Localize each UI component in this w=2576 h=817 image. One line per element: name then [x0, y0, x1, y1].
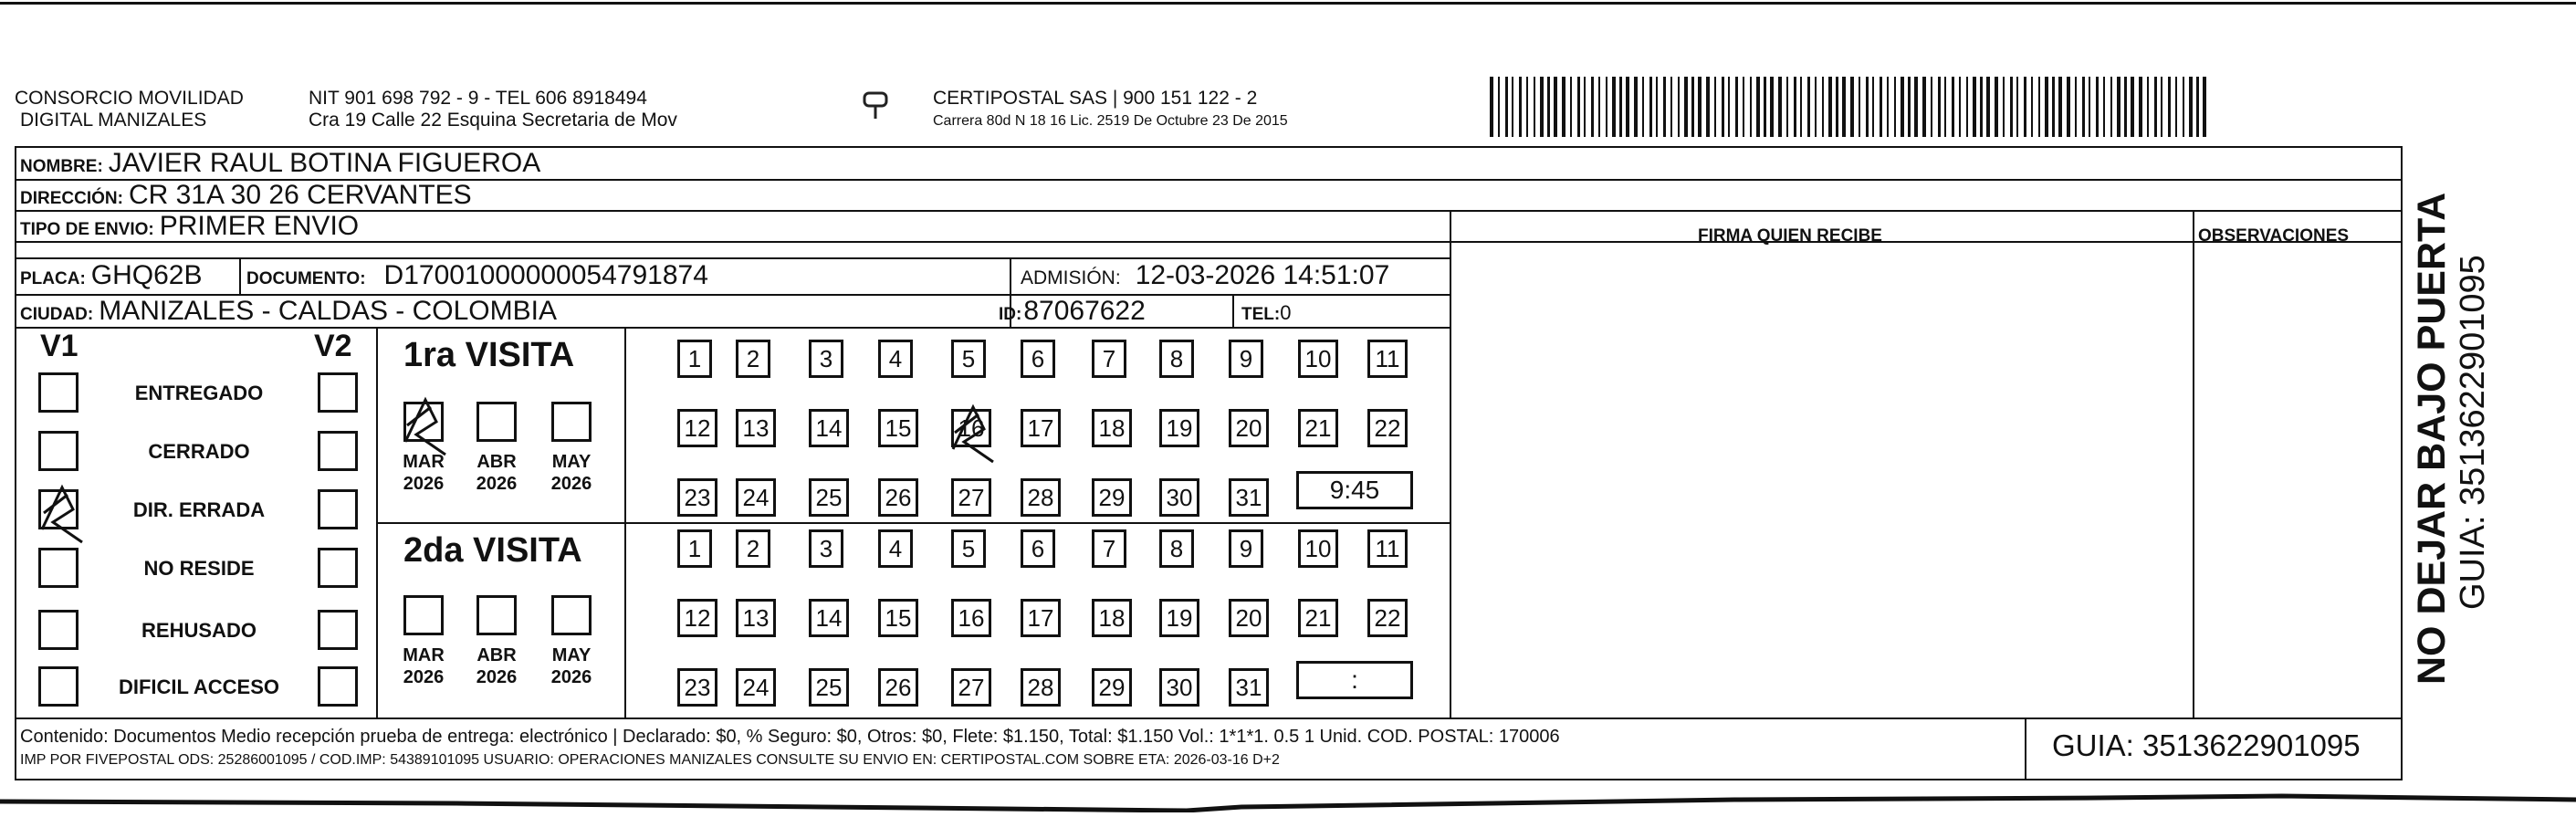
day-box[interactable]: 16 [951, 409, 991, 447]
day-box[interactable]: 14 [809, 409, 849, 447]
status-label: DIR. ERRADA [132, 498, 266, 521]
day-box[interactable]: 9 [1229, 529, 1263, 568]
placa-value: GHQ62B [90, 260, 203, 290]
nit-line: NIT 901 698 792 - 9 - TEL 606 8918494 [309, 88, 647, 109]
torn-edge [0, 787, 2576, 812]
day-box[interactable]: 6 [1021, 340, 1055, 378]
year-label: 2026 [550, 474, 592, 494]
day-box[interactable]: 2 [736, 529, 770, 568]
day-box[interactable]: 13 [736, 409, 776, 447]
day-box[interactable]: 3 [809, 529, 843, 568]
day-box[interactable]: 10 [1298, 340, 1338, 378]
courier-name: CERTIPOSTAL SAS | 900 151 122 - 2 [933, 88, 1258, 109]
day-box[interactable]: 5 [951, 340, 986, 378]
v1-checkbox[interactable] [38, 372, 79, 413]
month-checkbox[interactable] [403, 402, 444, 442]
row-line [15, 257, 1451, 259]
ciudad-label: CIUDAD: [20, 305, 94, 324]
direccion-label: DIRECCIÓN: [20, 189, 123, 208]
day-box[interactable]: 25 [809, 668, 849, 707]
side-warning: NO DEJAR BAJO PUERTA [2410, 192, 2454, 685]
firma-header: FIRMA QUIEN RECIBE [1698, 226, 1882, 246]
year-label: 2026 [403, 474, 445, 494]
status-label: NO RESIDE [143, 557, 255, 580]
tel-label: TEL: [1241, 305, 1281, 324]
footer-contenido: Contenido: Documentos Medio recepción prueba de entrega: electrónico | Declarado: $0, % Seguro: $0, Otros: $0, Flete: $1.150, Total: $1.150 Vol.: 1*1*1. 0.5 1 Unid. COD. POSTAL: 170006 [20, 727, 1560, 747]
month-label: MAY [551, 452, 592, 472]
month-label: MAR [403, 452, 445, 472]
status-label: CERRADO [148, 440, 250, 463]
nombre-row [20, 148, 540, 179]
month-checkbox[interactable] [551, 402, 592, 442]
day-box[interactable]: 23 [677, 478, 717, 517]
day-box[interactable]: 6 [1021, 529, 1055, 568]
day-box[interactable]: 31 [1229, 668, 1269, 707]
v1-checkbox[interactable] [38, 431, 79, 471]
second-visit-title: 2da VISITA [403, 531, 582, 570]
day-box[interactable]: 19 [1159, 409, 1199, 447]
address-line: Cra 19 Calle 22 Esquina Secretaria de Mov [309, 110, 677, 131]
company-name-line2: DIGITAL MANIZALES [20, 110, 207, 131]
day-box[interactable]: 28 [1021, 478, 1061, 517]
tipo-envio-row [20, 211, 359, 242]
ciudad-value: MANIZALES - CALDAS - COLOMBIA [99, 296, 557, 326]
row-line [15, 717, 2403, 719]
placa-label: PLACA: [20, 269, 86, 288]
month-checkbox[interactable] [403, 595, 444, 635]
row-line [15, 241, 2403, 243]
day-box[interactable]: 11 [1367, 340, 1408, 378]
first-visit-title: 1ra VISITA [403, 336, 575, 374]
day-box[interactable]: 31 [1229, 478, 1269, 517]
day-box[interactable]: 28 [1021, 668, 1061, 707]
year-label: 2026 [403, 667, 445, 687]
status-label: DIFICIL ACCESO [118, 676, 279, 698]
direccion-value: CR 31A 30 26 CERVANTES [128, 180, 472, 210]
nombre-value: JAVIER RAUL BOTINA FIGUEROA [108, 148, 541, 178]
day-box[interactable]: 8 [1159, 529, 1194, 568]
first-visit-hour[interactable]: 9:45 [1296, 471, 1413, 509]
col-line [239, 257, 241, 294]
day-box[interactable]: 25 [809, 478, 849, 517]
col-line [2025, 717, 2026, 780]
day-box[interactable]: 21 [1298, 599, 1338, 637]
day-box[interactable]: 11 [1367, 529, 1408, 568]
day-box[interactable]: 22 [1367, 409, 1408, 447]
v1-checkbox[interactable] [38, 548, 79, 588]
day-box[interactable]: 17 [1021, 409, 1061, 447]
day-box[interactable]: 1 [677, 529, 712, 568]
v2-header: V2 [314, 329, 352, 363]
month-label: ABR [476, 452, 517, 472]
admision-label: ADMISIÓN: [1021, 267, 1121, 288]
placa-row [20, 260, 203, 291]
day-box[interactable]: 5 [951, 529, 986, 568]
day-box[interactable]: 26 [878, 668, 918, 707]
day-box[interactable]: 4 [878, 529, 913, 568]
day-box[interactable]: 21 [1298, 409, 1338, 447]
row-line [15, 327, 1451, 329]
v1-header: V1 [40, 329, 79, 363]
documento-row [246, 260, 708, 291]
courier-license: Carrera 80d N 18 16 Lic. 2519 De Octubre 23 De 2015 [933, 113, 1288, 129]
day-box[interactable]: 29 [1092, 478, 1132, 517]
day-box[interactable]: 30 [1159, 668, 1199, 707]
col-line [1232, 294, 1234, 327]
day-box[interactable]: 24 [736, 478, 776, 517]
month-label: MAR [403, 645, 445, 665]
day-box[interactable]: 7 [1092, 529, 1126, 568]
day-box[interactable]: 19 [1159, 599, 1199, 637]
tel-value: 0 [1280, 301, 1292, 324]
ciudad-row [20, 296, 557, 327]
day-box[interactable]: 14 [809, 599, 849, 637]
day-box[interactable]: 2 [736, 340, 770, 378]
day-box[interactable]: 4 [878, 340, 913, 378]
col-line [1450, 210, 1451, 717]
documento-value: D17001000000054791874 [383, 260, 708, 290]
second-visit-hour[interactable]: : [1296, 661, 1413, 699]
day-box[interactable]: 27 [951, 478, 991, 517]
day-box[interactable]: 24 [736, 668, 776, 707]
id-row [999, 296, 1146, 327]
v1-checkbox[interactable] [38, 610, 79, 650]
status-label: ENTREGADO [134, 382, 264, 404]
day-box[interactable]: 29 [1092, 668, 1132, 707]
top-border [0, 2, 2576, 5]
col-line [2193, 210, 2194, 717]
status-label: REHUSADO [141, 619, 257, 642]
day-box[interactable]: 18 [1092, 409, 1132, 447]
id-label: ID: [999, 305, 1022, 324]
day-box[interactable]: 13 [736, 599, 776, 637]
day-box[interactable]: 3 [809, 340, 843, 378]
day-box[interactable]: 15 [878, 599, 918, 637]
v2-checkbox[interactable] [318, 372, 358, 413]
month-checkbox[interactable] [551, 595, 592, 635]
side-guia: GUIA: 3513622901095 [2454, 255, 2492, 610]
nombre-label: NOMBRE: [20, 157, 103, 176]
tel-row [1241, 301, 1291, 325]
day-box[interactable]: 10 [1298, 529, 1338, 568]
row-line [376, 522, 1450, 524]
day-box[interactable]: 20 [1229, 409, 1269, 447]
month-checkbox[interactable] [476, 402, 517, 442]
v2-checkbox[interactable] [318, 431, 358, 471]
year-label: 2026 [476, 474, 518, 494]
day-box[interactable]: 15 [878, 409, 918, 447]
day-box[interactable]: 9 [1229, 340, 1263, 378]
tipo-envio-label: TIPO DE ENVIO: [20, 220, 154, 239]
month-checkbox[interactable] [476, 595, 517, 635]
v2-checkbox[interactable] [318, 548, 358, 588]
company-name-line1: CONSORCIO MOVILIDAD [15, 88, 244, 109]
day-box[interactable]: 12 [677, 409, 717, 447]
day-box[interactable]: 16 [951, 599, 991, 637]
v2-checkbox[interactable] [318, 610, 358, 650]
day-box[interactable]: 7 [1092, 340, 1126, 378]
id-value: 87067622 [1023, 296, 1146, 326]
tipo-envio-value: PRIMER ENVIO [159, 211, 360, 241]
footer-guia: GUIA: 3513622901095 [2052, 728, 2361, 762]
day-box[interactable]: 23 [677, 668, 717, 707]
observaciones-header: OBSERVACIONES [2198, 226, 2350, 246]
year-label: 2026 [550, 667, 592, 687]
day-box[interactable]: 26 [878, 478, 918, 517]
day-box[interactable]: 17 [1021, 599, 1061, 637]
v1-checkbox[interactable] [38, 666, 79, 707]
v2-checkbox[interactable] [318, 489, 358, 529]
day-box[interactable]: 8 [1159, 340, 1194, 378]
day-box[interactable]: 27 [951, 668, 991, 707]
day-box[interactable]: 30 [1159, 478, 1199, 517]
year-label: 2026 [476, 667, 518, 687]
month-label: MAY [551, 645, 592, 665]
documento-label: DOCUMENTO: [246, 269, 366, 288]
day-box[interactable]: 22 [1367, 599, 1408, 637]
v1-checkbox[interactable] [38, 489, 79, 529]
barcode-icon [1490, 77, 2216, 137]
month-label: ABR [476, 645, 517, 665]
admision-value: 12-03-2026 14:51:07 [1135, 260, 1390, 290]
courier-logo-icon [863, 91, 888, 127]
footer-impresion: IMP POR FIVEPOSTAL ODS: 25286001095 / COD.IMP: 54389101095 USUARIO: OPERACIONES MANIZALES CONSULTE SU ENVIO EN: CERTIPOSTAL.COM SOBRE ETA: 2026-03-16 D+2 [20, 752, 1280, 768]
v2-checkbox[interactable] [318, 666, 358, 707]
direccion-row [20, 180, 472, 211]
day-box[interactable]: 12 [677, 599, 717, 637]
day-box[interactable]: 1 [677, 340, 712, 378]
day-box[interactable]: 18 [1092, 599, 1132, 637]
admision-row [1021, 260, 1389, 291]
day-box[interactable]: 20 [1229, 599, 1269, 637]
